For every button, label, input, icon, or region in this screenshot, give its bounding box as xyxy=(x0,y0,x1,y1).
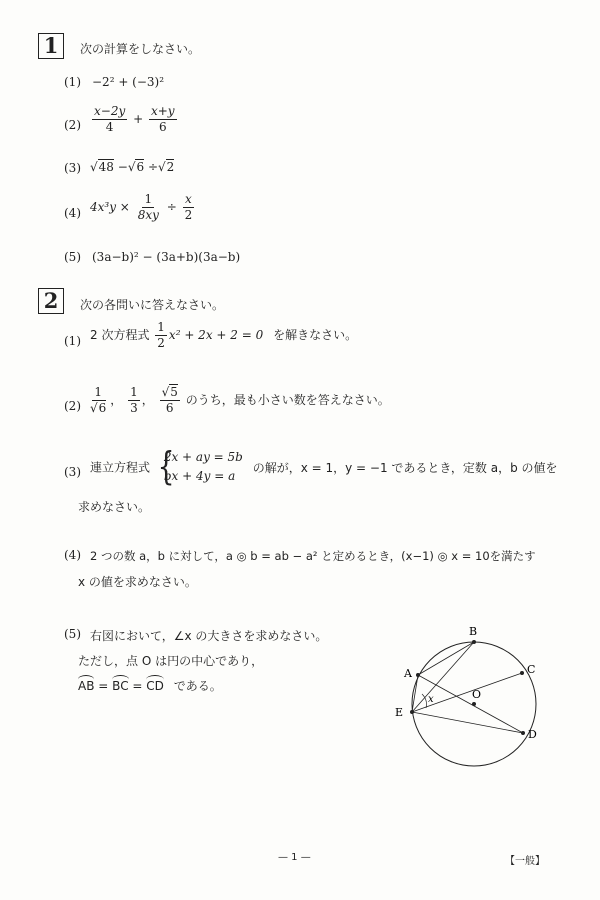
question-2-2-text: $\frac{1}{√6}$ ， $\frac{1}{3}$ ， $\frac{√5}{6}$ のうち，最も小さい数を答えなさい。 xyxy=(90,385,390,415)
problem-1-3-expression: √48 −√6 ÷√2 xyxy=(90,160,175,174)
page-number: — 1 — xyxy=(278,852,311,863)
problem-1-4-label: (4) xyxy=(64,206,81,220)
label-o: O xyxy=(472,688,482,701)
question-2-4-line1: 2 つの数 a，b に対して，a ◎ b = ab − a² と定めるとき，(x−1) ◎ x = 10を満たす xyxy=(90,549,536,563)
point-a xyxy=(416,673,420,677)
point-e xyxy=(410,710,414,714)
p4-num1: 1 xyxy=(144,192,153,206)
question-2-2-label: (2) xyxy=(64,399,81,413)
point-c xyxy=(520,671,524,675)
problem-1-5-expression: (3a−b)² − (3a+b)(3a−b) xyxy=(92,250,241,264)
p2-num2: x+y xyxy=(150,104,175,118)
label-b: B xyxy=(469,625,478,638)
p3-b: 6 xyxy=(136,160,145,174)
question-2-4-label: (4) xyxy=(64,548,81,562)
p4-pre: 4x³y × xyxy=(90,200,130,214)
problem-1-4-expression xyxy=(90,192,196,223)
eq-sign-1: = xyxy=(98,679,109,693)
eq-sign-2: = xyxy=(132,679,143,693)
q2-post: のうち，最も小さい数を答えなさい。 xyxy=(185,393,390,407)
q1-post: を解きなさい。 xyxy=(273,328,358,342)
section-2-number: 2 xyxy=(38,288,64,314)
q2-f3num: 5 xyxy=(170,385,178,399)
p3-c: 2 xyxy=(166,160,175,174)
question-2-3-label: (3) xyxy=(64,465,81,479)
label-a: A xyxy=(404,667,412,680)
q1-num: 1 xyxy=(157,320,165,334)
question-2-4-line2: x の値を求めなさい。 xyxy=(78,575,197,589)
p3-div: ÷ xyxy=(147,160,159,174)
p2-den1: 4 xyxy=(105,120,114,134)
q1-pre: 2 次方程式 xyxy=(90,328,150,342)
arc-bc: BC xyxy=(112,679,129,693)
question-2-1-label: (1) xyxy=(64,334,81,348)
point-o xyxy=(472,702,476,706)
label-e: E xyxy=(395,706,404,719)
label-d: D xyxy=(528,728,537,741)
q3-post: の解が，x = 1，y = −1 であるとき，定数 a，b の値を xyxy=(252,460,558,475)
question-2-3-line2: 求めなさい。 xyxy=(78,500,151,514)
problem-1-2-label: (2) xyxy=(64,118,81,132)
q2-f2den: 3 xyxy=(130,401,138,415)
q3-pre: 連立方程式 xyxy=(90,460,151,475)
arc-cd: CD xyxy=(146,679,164,693)
q3-eq1: 2x + ay = 5b xyxy=(163,450,243,464)
q5-post: である。 xyxy=(173,679,222,693)
exam-type-tag: 【一般】 xyxy=(505,856,545,867)
q3-eq2: bx + 4y = a xyxy=(163,469,236,483)
question-2-5-label: (5) xyxy=(64,627,81,641)
p4-den2: 2 xyxy=(184,208,193,222)
point-b xyxy=(472,640,476,644)
p3-minus: − xyxy=(117,160,128,174)
q2-f2num: 1 xyxy=(130,385,138,399)
section-1-number: 1 xyxy=(38,33,64,59)
q1-den: 2 xyxy=(157,336,165,350)
p3-a: 48 xyxy=(98,160,114,174)
problem-1-5-label: (5) xyxy=(64,250,81,264)
circle-figure xyxy=(382,620,582,790)
section-2-heading: 次の各問いに答えなさい。 xyxy=(80,298,225,312)
q2-f1den: 6 xyxy=(98,401,107,415)
label-angle-x: x xyxy=(428,694,434,705)
question-2-5-line3 xyxy=(78,677,222,694)
q2-f3den: 6 xyxy=(165,401,174,415)
p4-den1: 8xy xyxy=(137,208,159,222)
p2-op: + xyxy=(133,112,144,126)
problem-1-1-label: (1) xyxy=(64,75,81,89)
question-2-5-line2: ただし，点 O は円の中心であり， xyxy=(78,654,264,668)
question-2-1-text xyxy=(90,320,357,351)
equation-system: { 2x + ay = 5b bx + 4y = a xyxy=(157,444,243,488)
question-2-5-line1: 右図において，∠x の大きさを求めなさい。 xyxy=(90,629,328,643)
q1-expr: x² + 2x + 2 = 0 xyxy=(168,328,264,342)
p4-num2: x xyxy=(185,192,192,206)
arc-ab: AB xyxy=(78,679,95,693)
label-c: C xyxy=(527,663,536,676)
p4-op: ÷ xyxy=(166,200,177,214)
problem-1-1-expression: −2² + (−3)² xyxy=(92,75,165,89)
p2-num1: x−2y xyxy=(94,104,126,118)
problem-1-2-expression xyxy=(90,104,179,135)
q2-f1num: 1 xyxy=(94,385,102,399)
question-2-3-text xyxy=(90,444,558,488)
point-d xyxy=(521,731,525,735)
problem-1-3-label: (3) xyxy=(64,161,81,175)
p2-den2: 6 xyxy=(158,120,167,134)
section-1-heading: 次の計算をしなさい。 xyxy=(80,42,201,56)
